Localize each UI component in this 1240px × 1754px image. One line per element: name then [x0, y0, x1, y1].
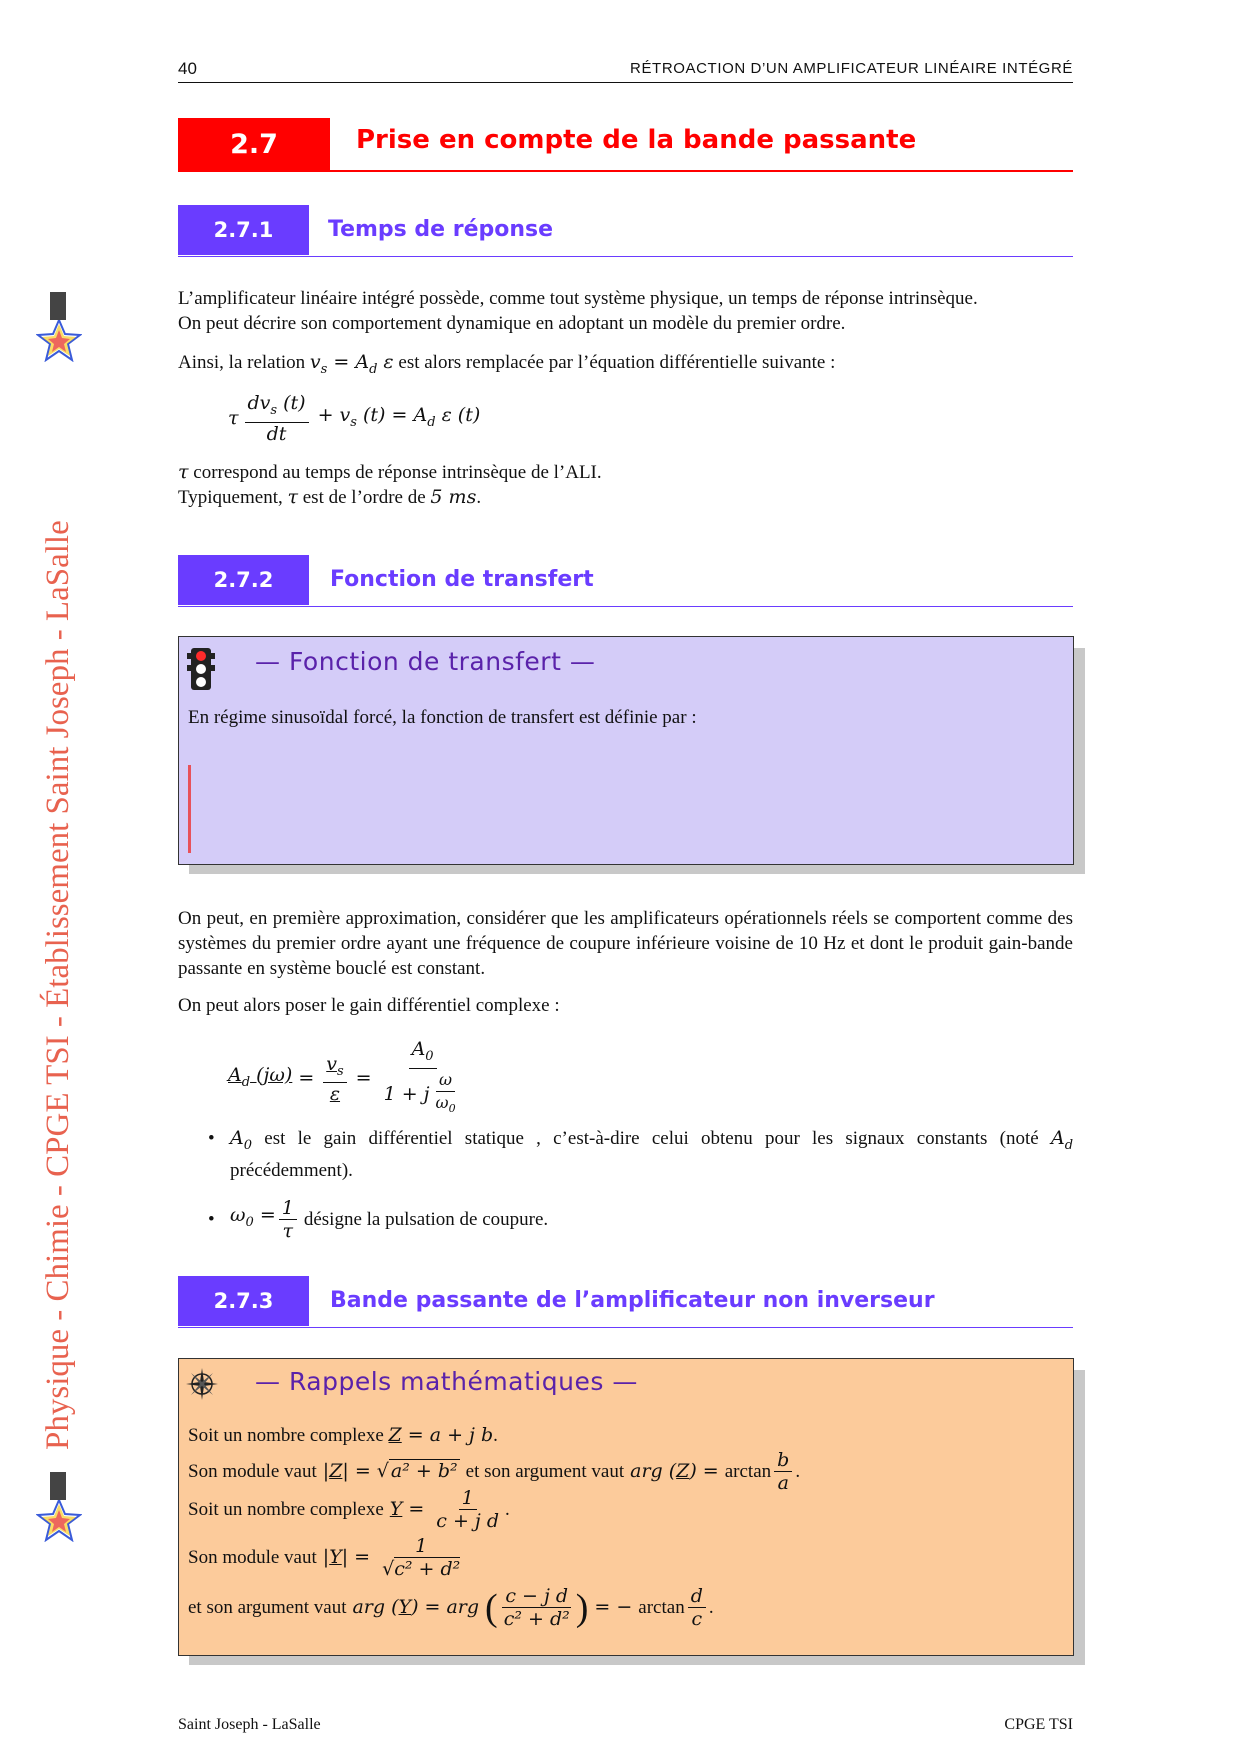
paragraph: On peut alors poser le gain différentiel complexe :: [178, 995, 560, 1016]
equation-first-order: τ $\frac{dv_s (t)}{dt}$ + $v_s$ $(t) = A_d$ ε (t): [228, 392, 481, 445]
sidebar-vertical-text: Physique - Chimie - CPGE TSI - Établissement Saint Joseph - LaSalle: [40, 520, 76, 1450]
section-number: 2.7: [178, 118, 330, 170]
section-title: Temps de réponse: [328, 217, 554, 242]
box-line: Soit un nombre complexe Z = a + j b.: [188, 1424, 498, 1446]
footer-right: CPGE TSI: [1004, 1716, 1073, 1733]
section-title: Bande passante de l’amplificateur non inverseur: [330, 1288, 935, 1313]
box-line: Soit un nombre complexe Y = $\frac{1}{\text{c + j d}}$ .: [188, 1487, 510, 1532]
compass-rose-icon: [185, 1367, 219, 1408]
section-number: 2.7.2: [178, 555, 309, 605]
section-2-7-1-header: [178, 205, 1073, 257]
section-title: Fonction de transfert: [330, 567, 594, 592]
traffic-light-icon: [187, 647, 215, 698]
section-2-7-3-header: [178, 1276, 1073, 1328]
equation-gain: $A_d$ (jω) = $\frac{v_s}{\varepsilon}$ = $A_0$ 1 + j $\frac{\omega}{\omega_0}$: [228, 1038, 456, 1115]
box-line: Son module vaut |Z| = √ a² + b² et son argument vaut arg (Z) = arctan $\frac{b}{a}$ .: [188, 1449, 801, 1494]
list-item: • $\omega_0$ = $\frac{1}{\tau}$ désigne la pulsation de coupure.: [208, 1196, 549, 1242]
section-number: 2.7.1: [178, 205, 309, 255]
section-rule: [178, 1327, 1073, 1329]
section-2-7-header: [178, 118, 1073, 172]
paragraph: Ainsi, la relation $v_s = A_d$ ε est alors remplacée par l’équation différentielle suivante :: [178, 351, 836, 377]
section-rule: [178, 256, 1073, 258]
school-logo-icon: [36, 1470, 82, 1542]
section-rule: [178, 606, 1073, 608]
box-line: Son module vaut |Y| = $\frac{1}{\text{√c² + d²}}$: [188, 1535, 461, 1580]
box-title: — Fonction de transfert —: [255, 647, 596, 676]
box-line: et son argument vaut arg (Y) = arg ( $\frac{\text{c − j d}}{\text{c² + d²}}$ ) = − arctan $\frac{d}{c}$ .: [188, 1585, 714, 1630]
section-number: 2.7.3: [178, 1276, 309, 1326]
page-number: 40: [178, 59, 197, 78]
list-item: • $A_0$ est le gain différentiel statique , c’est-à-dire celui obtenu pour les signaux constants (noté $A_d$ précédemment).: [208, 1127, 1074, 1181]
box-text: En régime sinusoïdal forcé, la fonction de transfert est définie par :: [188, 707, 697, 728]
school-logo-icon: [36, 290, 82, 362]
paragraph: On peut, en première approximation, considérer que les amplificateurs opérationnels réels se comportent comme des systèmes du premier ordre ayant une fréquence de coupure inférieure voisine de 10 Hz et dont le produit gain-bande passante en système bouclé est constant.: [178, 908, 1073, 979]
footer-left: Saint Joseph - LaSalle: [178, 1716, 321, 1733]
page-header: [178, 54, 1073, 83]
section-title: Prise en compte de la bande passante: [356, 125, 917, 155]
box-title: — Rappels mathématiques —: [255, 1367, 638, 1396]
paragraph: τ correspond au temps de réponse intrinsèque de l’ALI. Typiquement, τ est de l’ordre de 5 ms.: [178, 461, 602, 508]
section-rule: [178, 170, 1073, 172]
paragraph: L’amplificateur linéaire intégré possède, comme tout système physique, un temps de réponse intrinsèque. On peut décrire son comportement dynamique en adoptant un modèle du premier ordre.: [178, 288, 978, 334]
running-title: RÉTROACTION D’UN AMPLIFICATEUR LINÉAIRE INTÉGRÉ: [630, 60, 1073, 77]
box-accent-bar: [188, 765, 191, 853]
bullet-list: [178, 1126, 1073, 1242]
math-reminder-box: [178, 1358, 1074, 1656]
definition-box: [178, 636, 1074, 865]
section-2-7-2-header: [178, 555, 1073, 607]
